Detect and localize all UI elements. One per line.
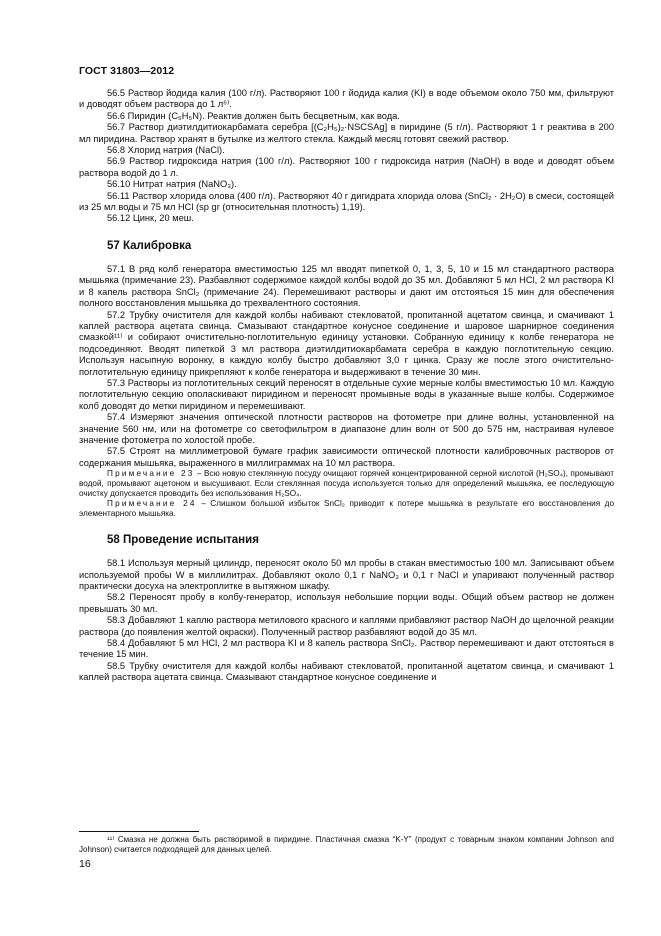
footnote-divider: [79, 831, 199, 832]
page-body: [79, 88, 614, 684]
note-24: [79, 499, 614, 519]
page-number: 16: [79, 858, 91, 870]
paragraph-57-2: 57.2 Трубку очистителя для каждой колбы набивают стекловатой, пропитанной ацетатом свинца, и смачивают 1 каплей раствора ацетата свинца. Смазывают стандартное конусное соединение и шаровое шарнирное соединения смазкой¹¹⁾ и собирают очистительно-поглотительную единицу установки. Собранную единицу к колбе генератора не подсоединяют. Вводят пипеткой 3 мл раствора диэтилдитиокарбамата серебра в каждую поглотительную секцию. Используя насыпную воронку, в каждую колбу быстро добавляют 3,0 г цинка. Сразу же после этого очистительно-поглотительную единицу прикрепляют к колбе генератора и выдерживают в течение 30 мин.: [79, 309, 614, 377]
paragraph-58-3: 58.3 Добавляют 1 каплю раствора метилового красного и каплями прибавляют раствор NaOH до щелочной реакции раствора (до появления желтой окраски). Полученный раствор разбавляют водой до 35 мл.: [79, 615, 614, 637]
document-header: ГОСТ 31803—2012: [79, 65, 175, 77]
item-56-5: 56.5 Раствор йодида калия (100 г/л). Растворяют 100 г йодида калия (KI) в воде объемом около 750 мм, фильтруют и доводят объем раствора до 1 л⁶⁾.: [79, 88, 614, 110]
paragraph-58-5: 58.5 Трубку очистителя для каждой колбы набивают стекловатой, пропитанной ацетатом свинца, и смачивают 1 каплей раствора ацетата свинца. Смазывают стандартное конусное соединение и: [79, 660, 614, 683]
note-24-label: Примечание 24: [107, 499, 197, 509]
paragraph-57-5: 57.5 Строят на миллиметровой бумаге график зависимости оптической плотности калибровочных растворов от содержания мышьяка, выраженного в миллиграммах на 10 мл раствора.: [79, 446, 614, 468]
item-56-12: 56.12 Цинк, 20 меш.: [107, 213, 194, 224]
footnote-11: ¹¹⁾ Смазка не должна быть растворимой в пиридине. Пластичная смазка “K-Y” (продукт с товарным знаком компании Johnson and Johnson) считается подходящей для данных целей.: [79, 835, 614, 854]
note-23: [79, 469, 614, 499]
paragraph-58-2: 58.2 Переносят пробу в колбу-генератор, используя небольшие порции воды. Общий объем раствор не должен превышать 30 мл.: [79, 592, 614, 614]
item-56-7: 56.7 Раствор диэтилдитиокарбамата серебра [(C₂H₅)₂·NSCSAg] в пиридине (5 г/л). Растворяют 1 г реактива в 200 мл пиридина. Раствор хранят в бутылке из желтого стекла. Каждый месяц готовят свежий раствор.: [79, 122, 614, 144]
paragraph-57-1: 57.1 В ряд колб генератора вместимостью 125 мл вводят пипеткой 0, 1, 3, 5, 10 и 15 мл стандартного раствора мышьяка (примечание 23). Разбавляют содержимое каждой колбы водой до 35 мл. Добавляют 5 мл HCl, 2 мл раствора KI и 8 капель раствора SnCl₂ (примечание 24). Перемешивают растворы и дают им отстояться 15 мин для обеспечения полного восстановления мышьяка до трехвалентного состояния.: [79, 263, 614, 309]
paragraph-58-4: 58.4 Добавляют 5 мл HCl, 2 мл раствора KI и 8 капель раствора SnCl₂. Раствор перемешивают и дают отстояться в течение 15 мин.: [79, 638, 614, 660]
section-58-heading: 58 Проведение испытания: [107, 534, 259, 547]
paragraph-57-4: 57.4 Измеряют значения оптической плотности растворов на фотометре при длине волны, установленной на значение 560 нм, или на фотометре со светофильтром в диапазоне длин волн от 500 до 575 нм, настраивая нулевое значение фотометра по холостой пробе.: [79, 412, 614, 445]
note-23-label: Примечание 23: [107, 469, 195, 479]
item-56-6: 56.6 Пиридин (C₅H₅N). Реактив должен быть бесцветным, как вода.: [107, 110, 400, 121]
item-56-10: 56.10 Нитрат натрия (NaNO₃).: [107, 179, 237, 190]
note-23-text: – Всю новую стеклянную посуду очищают горячей концентрированной серной кислотой (H₂SO₄), промывают водой, промывают ацетоном и высушивают. Если стеклянная посуда используется только для определений мышьяка, ее последующую очистку допускается проводить без использования H₂SO₄.: [79, 469, 614, 499]
paragraph-57-3: 57.3 Растворы из поглотительных секций переносят в отдельные сухие мерные колбы вместимостью 10 мл. Каждую поглотительную секцию ополаскивают пиридином и переносят промывные воды в указанные выше колбы. Содержимое колб доводят до метки пиридином и перемешивают.: [79, 377, 614, 411]
item-56-8: 56.8 Хлорид натрия (NaCl).: [107, 145, 225, 156]
item-56-9: 56.9 Раствор гидроксида натрия (100 г/л). Растворяют 100 г гидроксида натрия (NaOH) в воде и доводят объем раствора водой до 1 л.: [79, 156, 614, 178]
note-24-text: – Слишком большой избыток SnCl₂ приводит к потере мышьяка в результате его восстановления до элементарного мышьяка.: [79, 499, 615, 519]
section-57-heading: 57 Калибровка: [107, 239, 192, 252]
item-56-11: 56.11 Раствор хлорида олова (400 г/л). Растворяют 40 г дигидрата хлорида олова (SnCl₂ · 2H₂O) в смеси, состоящей из 25 мл воды и 75 мл HCl (sp gr (относительная плотность) 1,19).: [79, 190, 614, 213]
paragraph-58-1: 58.1 Используя мерный цилиндр, переносят около 50 мл пробы в стакан вместимостью 100 мл. Записывают объем используемой пробы W в миллилитрах. Добавляют около 0,1 г NaNO₃ и 0,1 г NaCl и упаривают полученный раствор практически досуха на электроплитке в вытяжном шкафу.: [79, 558, 614, 591]
